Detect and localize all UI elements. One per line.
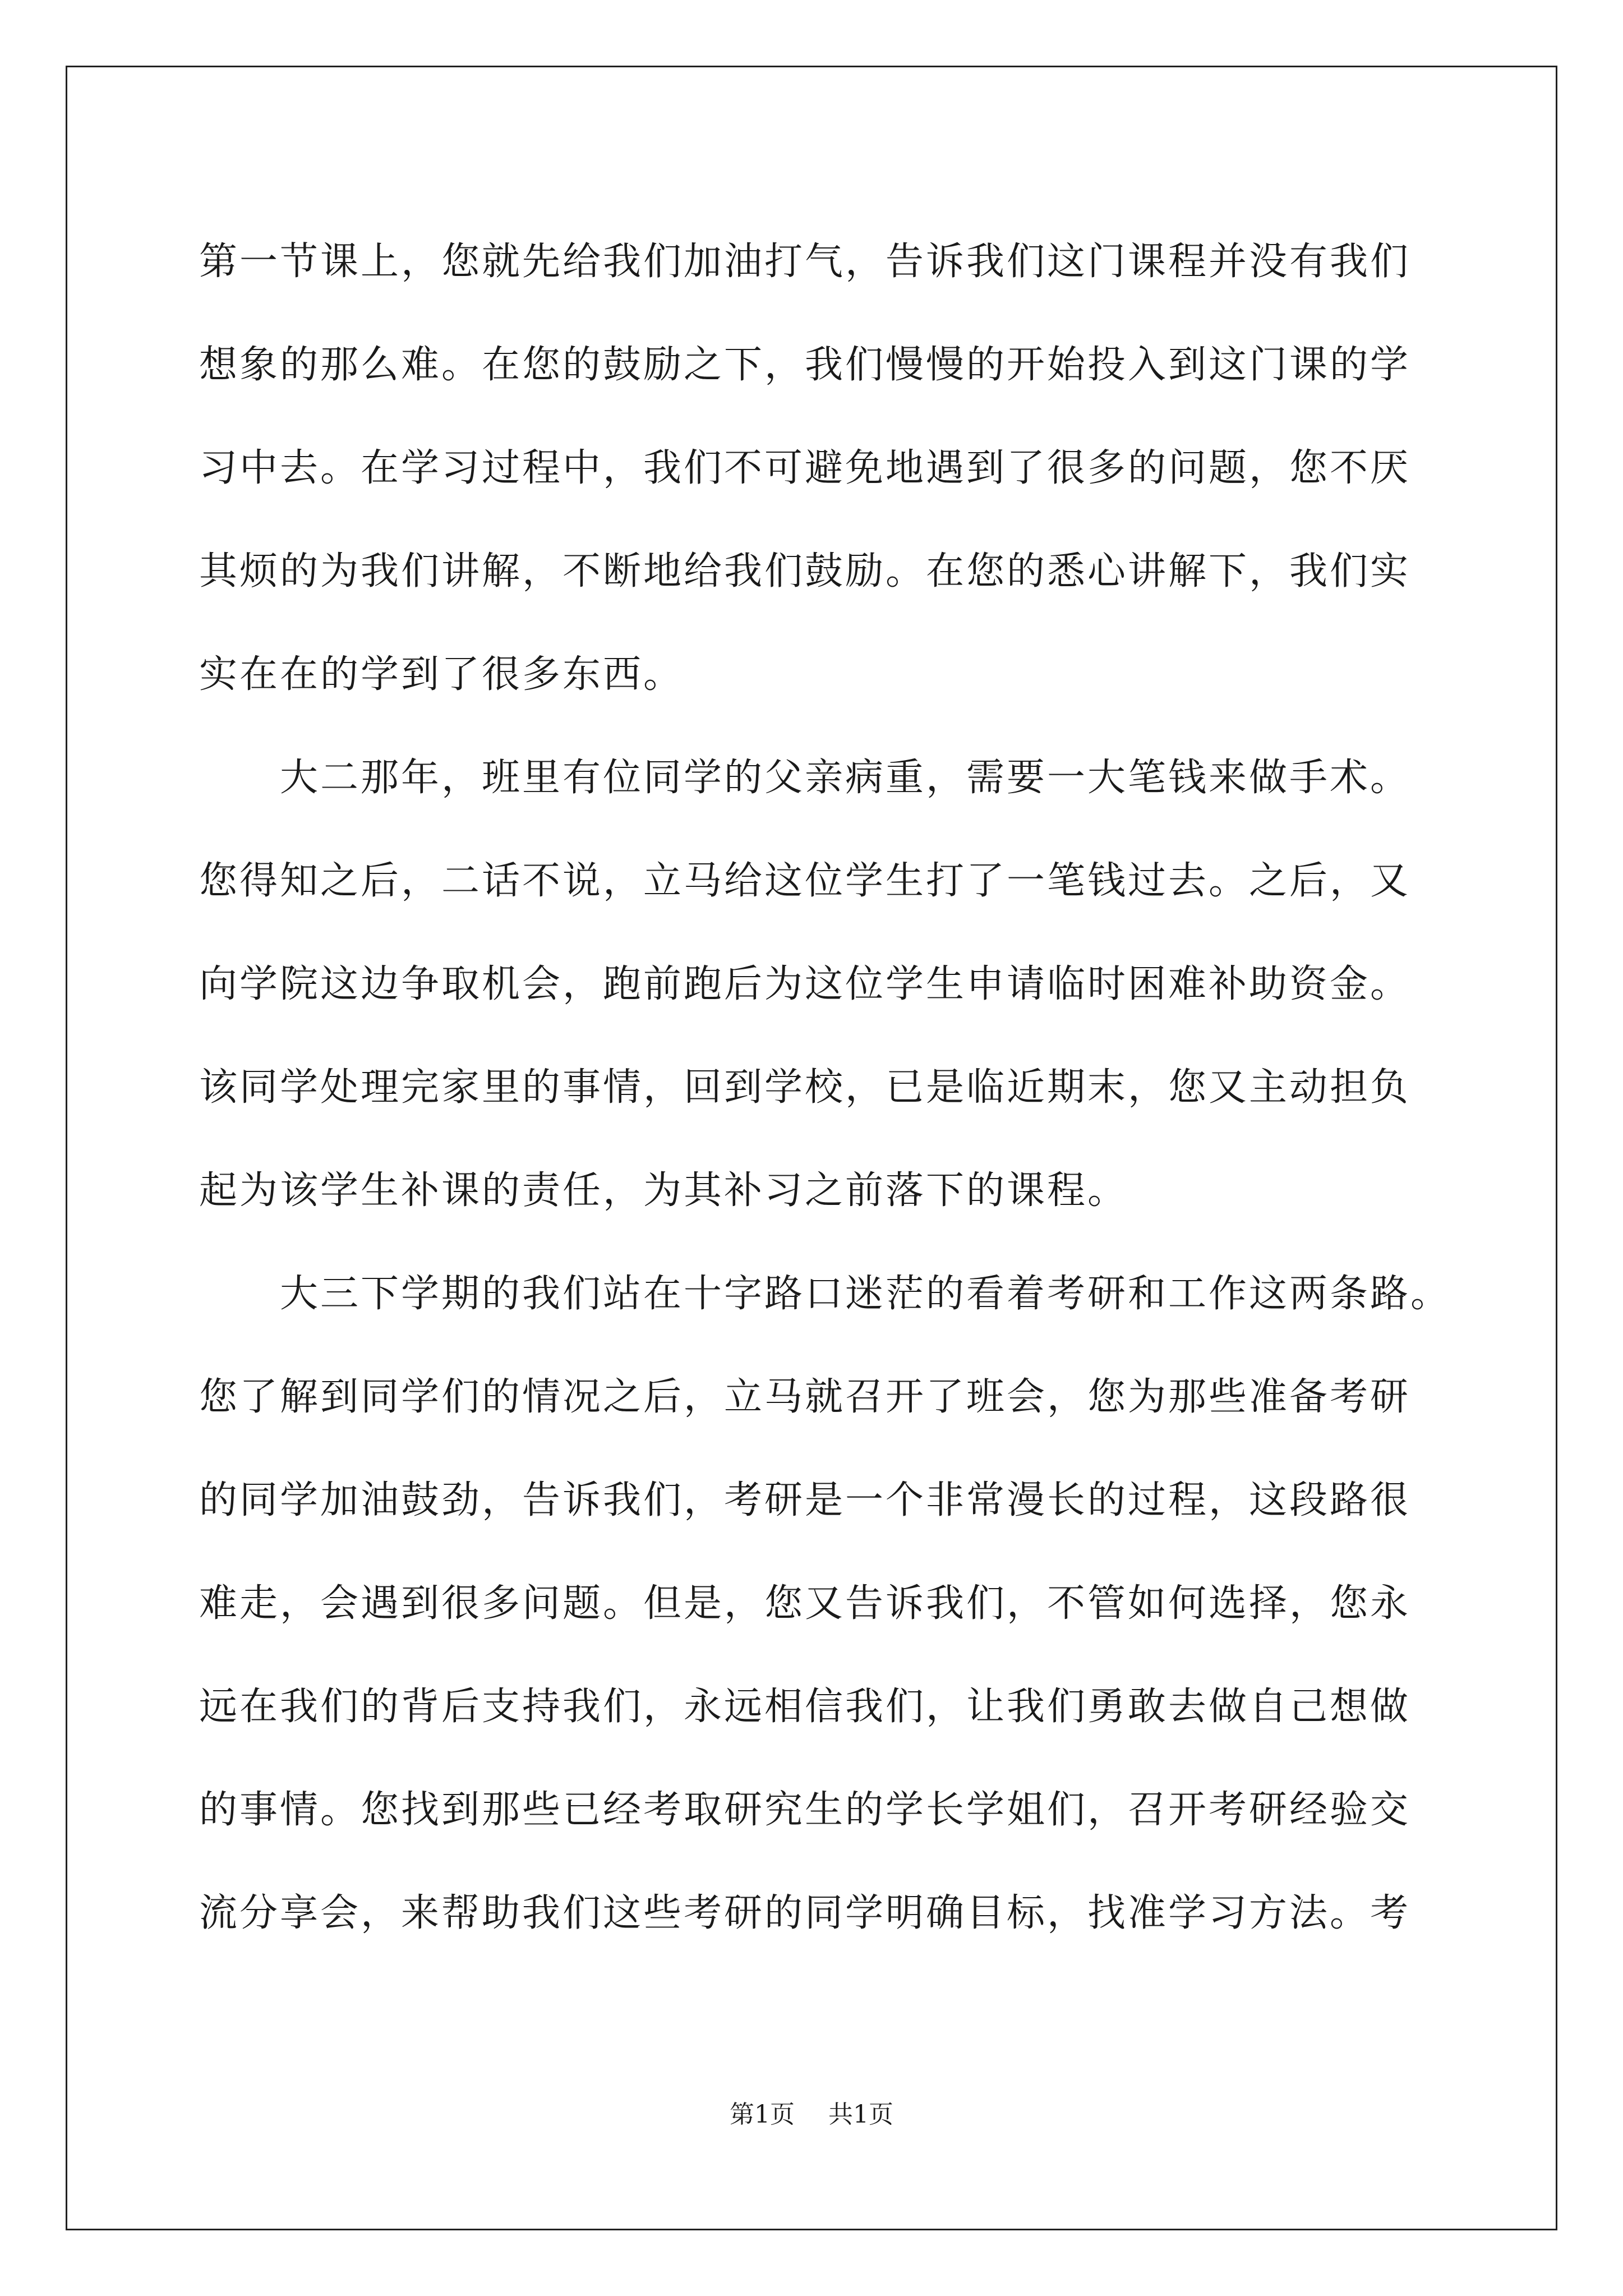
text-line: 向学院这边争取机会，跑前跑后为这位学生申请临时困难补助资金。 <box>199 962 1411 1006</box>
text-line: 大二那年，班里有位同学的父亲病重，需要一大笔钱来做手术。 <box>199 756 1411 800</box>
document-body <box>199 210 1455 1965</box>
text-line: 您了解到同学们的情况之后，立马就召开了班会，您为那些准备考研 <box>199 1375 1411 1419</box>
text-line: 大三下学期的我们站在十字路口迷茫的看着考研和工作这两条路。 <box>199 1272 1451 1316</box>
text-line: 该同学处理完家里的事情，回到学校，已是临近期末，您又主动担负 <box>199 1065 1411 1110</box>
text-line: 起为该学生补课的责任，为其补习之前落下的课程。 <box>199 1168 1128 1213</box>
text-line: 习中去。在学习过程中，我们不可避免地遇到了很多的问题，您不厌 <box>199 446 1411 490</box>
text-line: 的同学加油鼓劲，告诉我们，考研是一个非常漫长的过程，这段路很 <box>199 1478 1411 1522</box>
text-line: 想象的那么难。在您的鼓励之下，我们慢慢的开始投入到这门课的学 <box>199 343 1411 387</box>
text-line: 实在在的学到了很多东西。 <box>199 652 684 697</box>
text-line: 的事情。您找到那些已经考取研究生的学长学姐们，召开考研经验交 <box>199 1788 1411 1832</box>
text-line: 流分享会，来帮助我们这些考研的同学明确目标，找准学习方法。考 <box>199 1891 1411 1935</box>
text-line: 第一节课上，您就先给我们加油打气，告诉我们这门课程并没有我们 <box>199 240 1411 284</box>
text-line: 您得知之后，二话不说，立马给这位学生打了一笔钱过去。之后，又 <box>199 859 1411 903</box>
text-line: 其烦的为我们讲解，不断地给我们鼓励。在您的悉心讲解下，我们实 <box>199 549 1411 593</box>
page-total: 共1页 <box>828 2100 893 2129</box>
page-number: 第1页 <box>730 2100 795 2129</box>
text-line: 远在我们的背后支持我们，永远相信我们，让我们勇敢去做自己想做 <box>199 1685 1411 1729</box>
text-line: 难走，会遇到很多问题。但是，您又告诉我们，不管如何选择，您永 <box>199 1581 1411 1626</box>
page-footer <box>0 2098 1623 2132</box>
